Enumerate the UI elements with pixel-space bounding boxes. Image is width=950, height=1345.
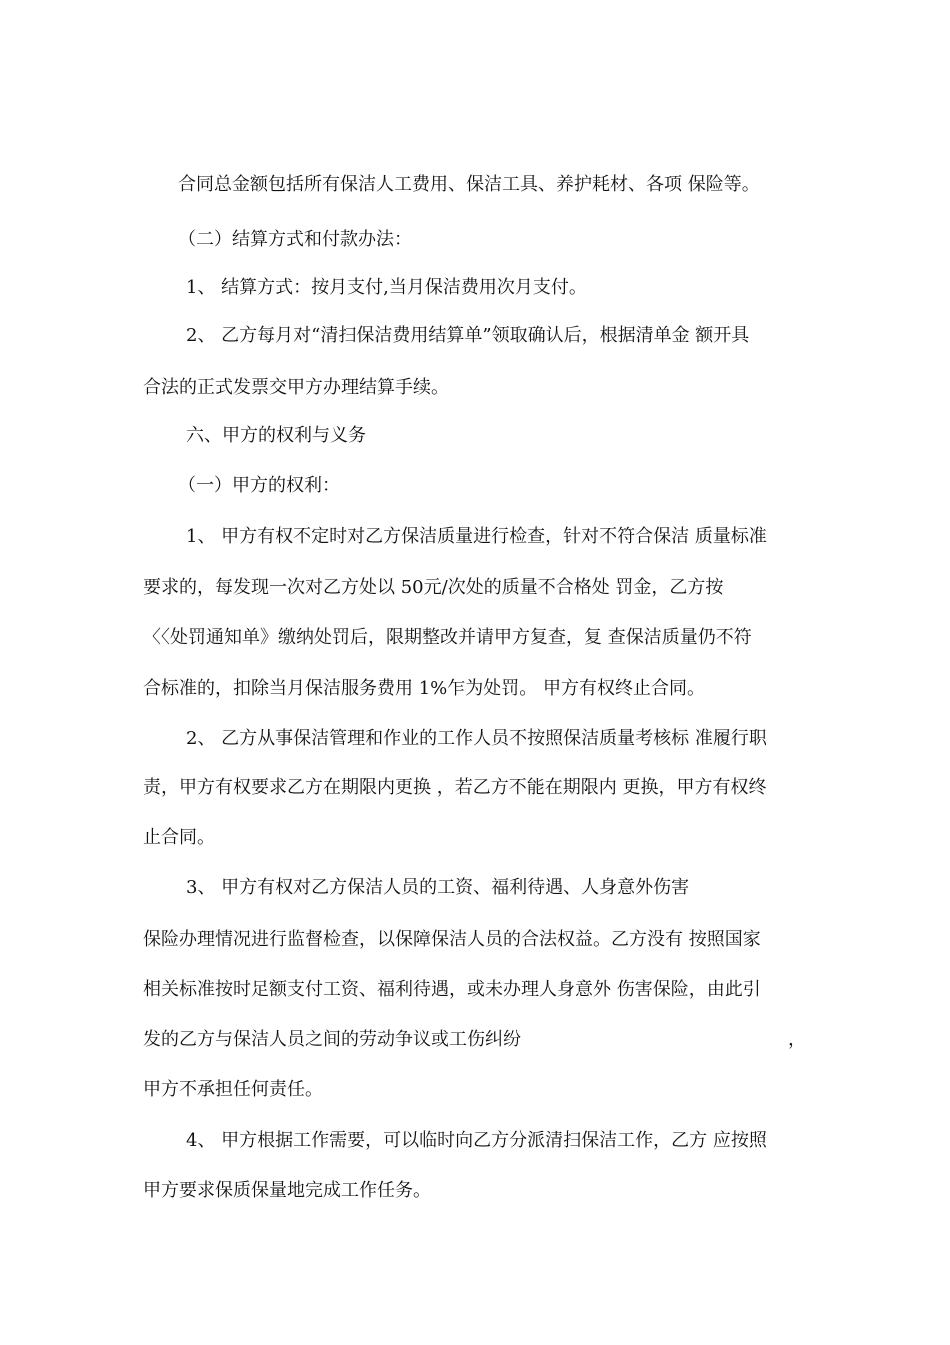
text-line: 保险办理情况进行监督检查，以保障保洁人员的合法权益。乙方没有 按照国家 xyxy=(143,929,761,950)
text-line: 要求的，每发现一次对乙方处以 50元/次处的质量不合格处 罚金，乙方按 xyxy=(143,577,724,598)
text-line: 发的乙方与保洁人员之间的劳动争议或工伤纠纷 xyxy=(143,1029,521,1050)
section-heading-settlement: （二）结算方式和付款办法： xyxy=(178,229,412,250)
text-line: 甲方要求保质保量地完成工作任务。 xyxy=(143,1180,431,1201)
text-line: 2、 乙方每月对“清扫保洁费用结算单”领取确认后，根据清单金 额开具 xyxy=(186,325,750,346)
text-line: 1、 甲方有权不定时对乙方保洁质量进行检查，针对不符合保洁 质量标准 xyxy=(186,526,767,547)
text-line: 合标准的，扣除当月保洁服务费用 1%乍为处罚。 甲方有权终止合同。 xyxy=(143,678,705,699)
text-line: 4、 甲方根据工作需要，可以临时向乙方分派清扫保洁工作，乙方 应按照 xyxy=(186,1130,767,1151)
text-line: 止合同。 xyxy=(143,827,215,848)
text-line: 〈〈处罚通知单》缴纳处罚后，限期整改并请甲方复查，复 查保洁质量仍不符 xyxy=(143,627,752,648)
text-line: 甲方不承担任何责任。 xyxy=(143,1079,323,1100)
text-line: 合法的正式发票交甲方办理结算手续。 xyxy=(143,377,449,398)
text-line: 相关标准按时足额支付工资、福利待遇，或未办理人身意外 伤害保险，由此引 xyxy=(143,979,761,1000)
trailing-comma: ， xyxy=(788,1029,806,1050)
text-line: 3、 甲方有权对乙方保洁人员的工资、福利待遇、人身意外伤害 xyxy=(186,877,690,898)
subsection-heading-rights: （一）甲方的权利： xyxy=(178,475,340,496)
text-line: 合同总金额包括所有保洁人工费用、保洁工具、养护耗材、各项 保险等。 xyxy=(178,174,760,195)
text-line: 2、 乙方从事保洁管理和作业的工作人员不按照保洁质量考核标 准履行职 xyxy=(186,728,767,749)
text-line: 责，甲方有权要求乙方在期限内更换 ，若乙方不能在期限内 更换，甲方有权终 xyxy=(143,777,767,798)
text-line: 1、 结算方式：按月支付,当月保洁费用次月支付。 xyxy=(186,277,587,298)
section-heading-party-a-rights: 六、甲方的权利与义务 xyxy=(186,425,366,446)
